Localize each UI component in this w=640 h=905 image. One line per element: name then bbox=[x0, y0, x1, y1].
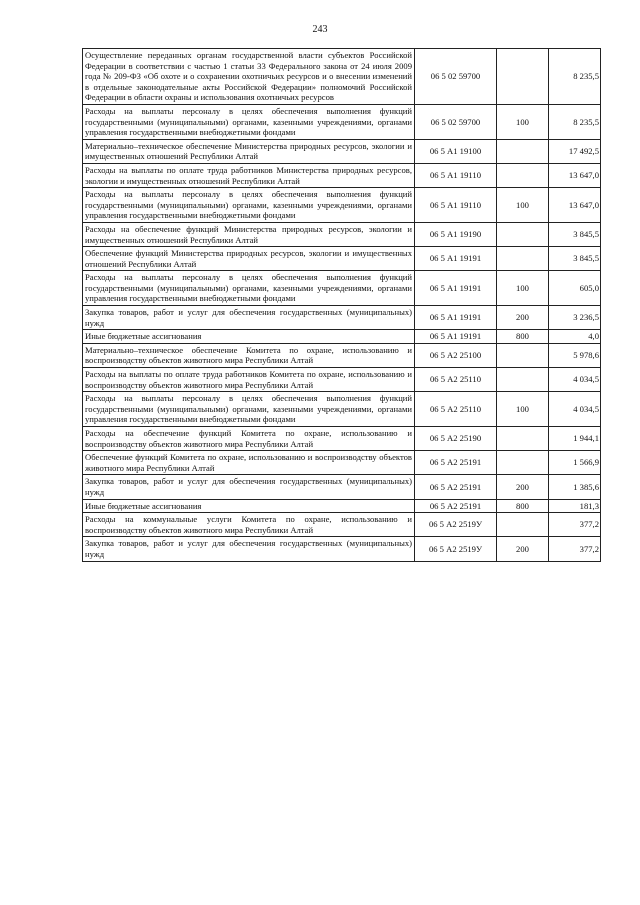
table-row bbox=[83, 537, 601, 561]
row-description: Обеспечение функций Министерства природных ресурсов, экологии и имущественных отношений Республики Алтай bbox=[83, 247, 415, 271]
row-expense-type: 100 bbox=[497, 271, 549, 306]
row-description: Закупка товаров, работ и услуг для обеспечения государственных (муниципальных) нужд bbox=[83, 306, 415, 330]
table-row bbox=[83, 306, 601, 330]
row-amount: 1 385,6 bbox=[549, 475, 601, 499]
row-expense-type bbox=[497, 368, 549, 392]
row-expense-type: 100 bbox=[497, 392, 549, 427]
row-target-code: 06 5 А1 19110 bbox=[415, 188, 497, 223]
table-row bbox=[83, 163, 601, 187]
row-expense-type bbox=[497, 451, 549, 475]
row-amount: 1 944,1 bbox=[549, 427, 601, 451]
row-amount: 3 845,5 bbox=[549, 247, 601, 271]
row-expense-type bbox=[497, 513, 549, 537]
row-target-code: 06 5 А2 25110 bbox=[415, 392, 497, 427]
row-description: Материально–техническое обеспечение Министерства природных ресурсов, экологии и имущественных отношений Республики Алтай bbox=[83, 139, 415, 163]
row-description: Материально–техническое обеспечение Комитета по охране, использованию и воспроизводству объектов животного мира Республики Алтай bbox=[83, 343, 415, 367]
row-description: Осуществление переданных органам государственной власти субъектов Российской Федерации в соответствии с частью 1 статьи 33 Федерального закона от 24 июля 2009 года № 209-ФЗ «Об охоте и о сохранении охотничьих ресурсов и о внесении изменений в отдельные законодательные акты Российской Федерации» полномочий Российской Федерации в области охраны и использования охотничьих ресурсов bbox=[83, 49, 415, 105]
row-description: Расходы на выплаты персоналу в целях обеспечения выполнения функций государственными (муниципальными) органами, казенными учреждениями, органами управления государственными внебюджетными фондами bbox=[83, 271, 415, 306]
table-row bbox=[83, 392, 601, 427]
row-target-code: 06 5 02 59700 bbox=[415, 49, 497, 105]
row-target-code: 06 5 А1 19191 bbox=[415, 306, 497, 330]
row-amount: 1 566,9 bbox=[549, 451, 601, 475]
table-row bbox=[83, 475, 601, 499]
row-amount: 4 034,5 bbox=[549, 368, 601, 392]
table-row bbox=[83, 271, 601, 306]
row-expense-type: 100 bbox=[497, 104, 549, 139]
row-description: Расходы на выплаты персоналу в целях обеспечения выполнения функций государственными (муниципальными) органами, казенными учреждениями, органами управления государственными внебюджетными фондами bbox=[83, 188, 415, 223]
table-row bbox=[83, 368, 601, 392]
row-amount: 3 236,5 bbox=[549, 306, 601, 330]
row-target-code: 06 5 А1 19100 bbox=[415, 139, 497, 163]
row-amount: 377,2 bbox=[549, 513, 601, 537]
table-row bbox=[83, 139, 601, 163]
row-description: Расходы на выплаты по оплате труда работников Комитета по охране, использованию и воспроизводству объектов животного мира Республики Алтай bbox=[83, 368, 415, 392]
table-row bbox=[83, 222, 601, 246]
row-description: Расходы на коммунальные услуги Комитета по охране, использованию и воспроизводству объектов животного мира Республики Алтай bbox=[83, 513, 415, 537]
table-row bbox=[83, 188, 601, 223]
row-expense-type: 200 bbox=[497, 306, 549, 330]
row-target-code: 06 5 А2 2519У bbox=[415, 537, 497, 561]
row-description: Расходы на обеспечение функций Министерства природных ресурсов, экологии и имущественных отношений Республики Алтай bbox=[83, 222, 415, 246]
row-expense-type bbox=[497, 139, 549, 163]
row-expense-type: 800 bbox=[497, 499, 549, 513]
row-amount: 377,2 bbox=[549, 537, 601, 561]
row-description: Закупка товаров, работ и услуг для обеспечения государственных (муниципальных) нужд bbox=[83, 537, 415, 561]
row-target-code: 06 5 А2 25110 bbox=[415, 368, 497, 392]
row-description: Расходы на выплаты персоналу в целях обеспечения выполнения функций государственными (муниципальными) органами, казенными учреждениями, органами управления государственными внебюджетными фондами bbox=[83, 392, 415, 427]
row-target-code: 06 5 А1 19191 bbox=[415, 330, 497, 344]
row-description: Иные бюджетные ассигнования bbox=[83, 499, 415, 513]
row-expense-type bbox=[497, 163, 549, 187]
row-amount: 13 647,0 bbox=[549, 163, 601, 187]
table-row bbox=[83, 499, 601, 513]
row-target-code: 06 5 А2 25191 bbox=[415, 499, 497, 513]
row-target-code: 06 5 А2 25191 bbox=[415, 475, 497, 499]
budget-table bbox=[82, 48, 601, 562]
table-row bbox=[83, 49, 601, 105]
row-target-code: 06 5 А2 25190 bbox=[415, 427, 497, 451]
row-amount: 605,0 bbox=[549, 271, 601, 306]
row-description: Расходы на выплаты персоналу в целях обеспечения выполнения функций государственными (муниципальными) органами, казенными учреждениями, органами управления государственными внебюджетными фондами bbox=[83, 104, 415, 139]
row-target-code: 06 5 А1 19191 bbox=[415, 271, 497, 306]
row-expense-type bbox=[497, 222, 549, 246]
row-amount: 8 235,5 bbox=[549, 104, 601, 139]
row-expense-type bbox=[497, 343, 549, 367]
row-description: Расходы на выплаты по оплате труда работников Министерства природных ресурсов, экологии и имущественных отношений Республики Алтай bbox=[83, 163, 415, 187]
row-target-code: 06 5 А2 2519У bbox=[415, 513, 497, 537]
row-amount: 3 845,5 bbox=[549, 222, 601, 246]
row-target-code: 06 5 А1 19190 bbox=[415, 222, 497, 246]
row-amount: 181,3 bbox=[549, 499, 601, 513]
row-expense-type bbox=[497, 247, 549, 271]
row-target-code: 06 5 А2 25191 bbox=[415, 451, 497, 475]
row-target-code: 06 5 А1 19110 bbox=[415, 163, 497, 187]
row-expense-type: 800 bbox=[497, 330, 549, 344]
table-row bbox=[83, 247, 601, 271]
table-row bbox=[83, 451, 601, 475]
row-amount: 13 647,0 bbox=[549, 188, 601, 223]
row-description: Закупка товаров, работ и услуг для обеспечения государственных (муниципальных) нужд bbox=[83, 475, 415, 499]
row-description: Иные бюджетные ассигнования bbox=[83, 330, 415, 344]
row-amount: 4 034,5 bbox=[549, 392, 601, 427]
budget-table-body bbox=[83, 49, 601, 562]
row-amount: 4,0 bbox=[549, 330, 601, 344]
row-target-code: 06 5 02 59700 bbox=[415, 104, 497, 139]
table-row bbox=[83, 343, 601, 367]
row-target-code: 06 5 А1 19191 bbox=[415, 247, 497, 271]
row-amount: 17 492,5 bbox=[549, 139, 601, 163]
table-row bbox=[83, 513, 601, 537]
row-amount: 5 978,6 bbox=[549, 343, 601, 367]
row-expense-type bbox=[497, 49, 549, 105]
row-expense-type: 200 bbox=[497, 537, 549, 561]
row-description: Обеспечение функций Комитета по охране, использованию и воспроизводству объектов животного мира Республики Алтай bbox=[83, 451, 415, 475]
row-target-code: 06 5 А2 25100 bbox=[415, 343, 497, 367]
row-expense-type: 100 bbox=[497, 188, 549, 223]
table-row bbox=[83, 330, 601, 344]
row-expense-type bbox=[497, 427, 549, 451]
row-description: Расходы на обеспечение функций Комитета по охране, использованию и воспроизводству объектов животного мира Республики Алтай bbox=[83, 427, 415, 451]
table-row bbox=[83, 104, 601, 139]
row-expense-type: 200 bbox=[497, 475, 549, 499]
row-amount: 8 235,5 bbox=[549, 49, 601, 105]
table-row bbox=[83, 427, 601, 451]
page-number: 243 bbox=[312, 24, 328, 35]
